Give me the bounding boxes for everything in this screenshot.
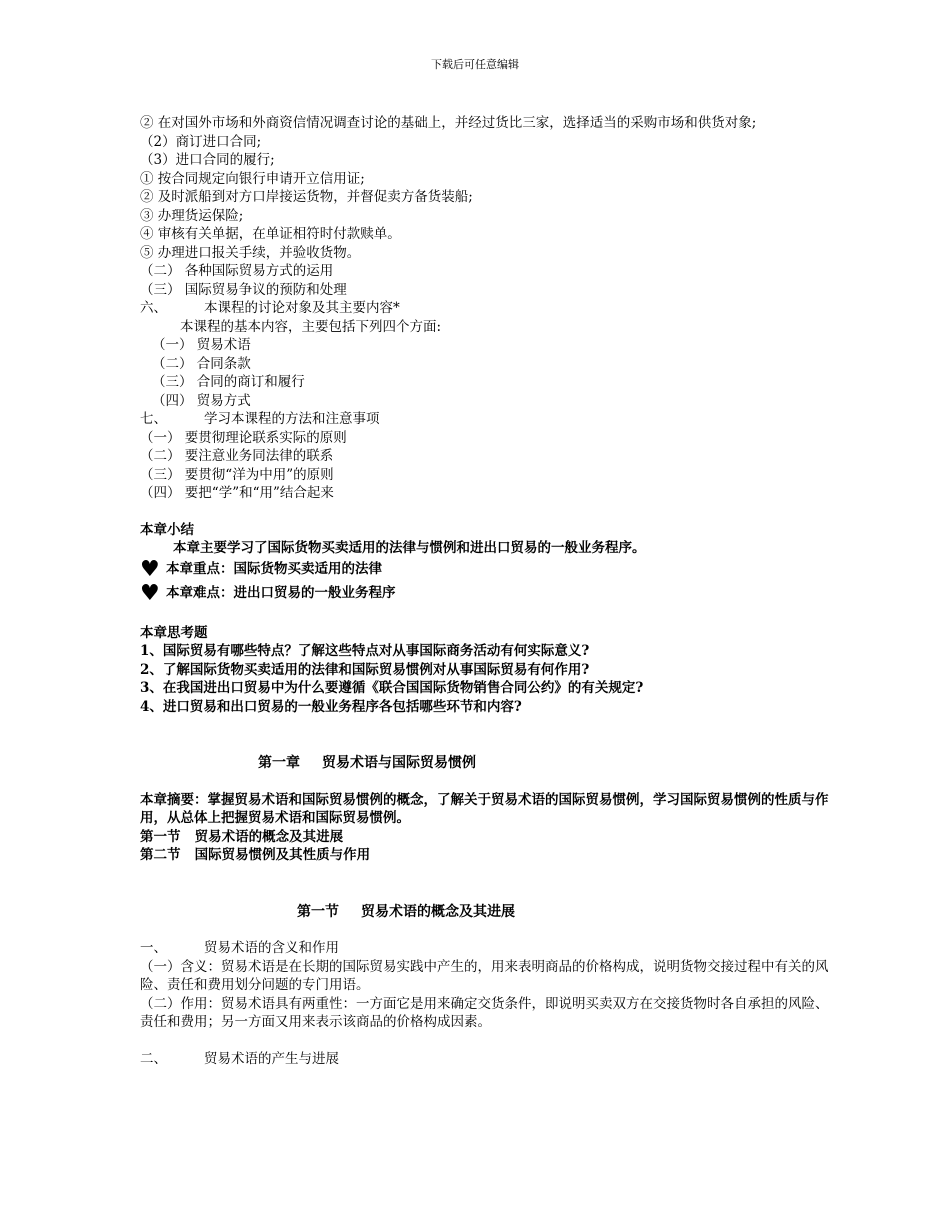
- subsection-title: 贸易术语的含义和作用: [204, 940, 339, 956]
- question-item: 1、国际贸易有哪些特点？了解这些特点对从事国际商务活动有何实际意义?: [140, 643, 590, 659]
- toc-number: 第二节: [140, 847, 181, 863]
- list-item: （三） 合同的商订和履行: [152, 374, 305, 390]
- section-title: 本课程的讨论对象及其主要内容*: [204, 300, 400, 316]
- key-point-text: 本章重点：国际货物买卖适用的法律: [166, 561, 382, 578]
- text-line: ② 在对国外市场和外商资信情况调查讨论的基础上，并经过货比三家，选择适当的采购市场和供货对象;: [140, 115, 757, 131]
- paragraph: （二）作用：贸易术语具有两重性：一方面它是用来确定交货条件，即说明买卖双方在交接货物时各自承担的风险、责任和费用；另一方面又用来表示该商品的价格构成因素。: [140, 995, 829, 1030]
- section-number: 七、: [140, 411, 167, 427]
- chapter-number: 第一章: [258, 755, 300, 771]
- summary-heading: 本章小结: [140, 521, 194, 538]
- section-heading-7: [140, 410, 840, 429]
- text-line: （二） 各种国际贸易方式的运用: [140, 263, 334, 279]
- section-number: 第一节: [297, 903, 339, 920]
- list-item: （一） 要贯彻理论联系实际的原则: [140, 429, 347, 446]
- difficulty-text: 本章难点：进出口贸易的一般业务程序: [166, 585, 396, 602]
- text-line: （三） 国际贸易争议的预防和处理: [140, 281, 347, 298]
- text-line: ③ 办理货运保险;: [140, 207, 244, 224]
- list-item: （二） 合同条款: [152, 355, 251, 372]
- paragraph: （一）含义：贸易术语是在长期的国际贸易实践中产生的，用来表明商品的价格构成，说明货物交接过程中有关的风险、责任和费用划分问题的专门用语。: [140, 958, 829, 993]
- list-item: （四） 要把“学”和“用”结合起来: [140, 485, 334, 501]
- section-intro: 本课程的基本内容，主要包括下列四个方面:: [180, 318, 442, 335]
- page-header: 下载后可任意编辑: [431, 58, 519, 71]
- section-title-block: [140, 903, 840, 922]
- subsection-number: 一、: [140, 940, 167, 956]
- list-item: （一） 贸易术语: [152, 337, 251, 353]
- section-number: 六、: [140, 300, 167, 316]
- text-line: ⑤ 办理进口报关手续，并验收货物。: [140, 244, 361, 261]
- text-line: ④ 审核有关单据，在单证相符时付款赎单。: [140, 226, 401, 242]
- toc-title: 国际贸易惯例及其性质与作用: [194, 847, 371, 863]
- question-item: 2、了解国际货物买卖适用的法律和国际贸易惯例对从事国际贸易有何作用?: [140, 661, 590, 678]
- subsection-number: 二、: [140, 1050, 167, 1067]
- chapter-title: [140, 754, 840, 773]
- questions-heading: 本章思考题: [140, 624, 208, 641]
- chapter-abstract: 本章摘要：掌握贸易术语和国际贸易惯例的概念，了解关于贸易术语的国际贸易惯例，学习国际贸易惯例的性质与作用，从总体上把握贸易术语和国际贸易惯例。: [140, 791, 829, 826]
- toc-title: 贸易术语的概念及其进展: [194, 828, 344, 845]
- text-line: （2）商订进口合同;: [140, 133, 262, 150]
- key-point-row: [140, 558, 840, 582]
- subsection-title: 贸易术语的产生与进展: [204, 1050, 339, 1067]
- section-title: 学习本课程的方法和注意事项: [204, 411, 380, 427]
- toc-item: [140, 846, 840, 865]
- list-item: （四） 贸易方式: [152, 392, 251, 409]
- text-line: ① 按合同规定向银行申请开立信用证;: [140, 170, 365, 187]
- text-line: ② 及时派船到对方口岸接运货物，并督促卖方备货装船;: [140, 189, 473, 205]
- section-title-text: 贸易术语的概念及其进展: [361, 903, 515, 920]
- section-heading-6: [140, 299, 840, 318]
- heart-icon: ♥: [140, 580, 160, 606]
- subsection-heading: [140, 1050, 840, 1069]
- toc-item: [140, 828, 840, 847]
- subsection-heading: [140, 939, 840, 958]
- document-body: [140, 114, 840, 1068]
- question-item: 4、进口贸易和出口贸易的一般业务程序各包括哪些环节和内容?: [140, 698, 522, 715]
- list-item: （二） 要注意业务同法律的联系: [140, 448, 334, 464]
- list-item: （三） 要贯彻“洋为中用”的原则: [140, 466, 334, 483]
- toc-number: 第一节: [140, 828, 181, 845]
- heart-icon: ♥: [140, 556, 160, 582]
- question-item: 3、在我国进出口贸易中为什么要遵循《联合国国际货物销售合同公约》的有关规定?: [140, 680, 644, 696]
- difficulty-row: [140, 582, 840, 606]
- text-line: （3）进口合同的履行;: [140, 152, 275, 168]
- chapter-title-text: 贸易术语与国际贸易惯例: [322, 755, 476, 771]
- summary-text: 本章主要学习了国际货物买卖适用的法律与惯例和进出口贸易的一般业务程序。: [173, 540, 646, 556]
